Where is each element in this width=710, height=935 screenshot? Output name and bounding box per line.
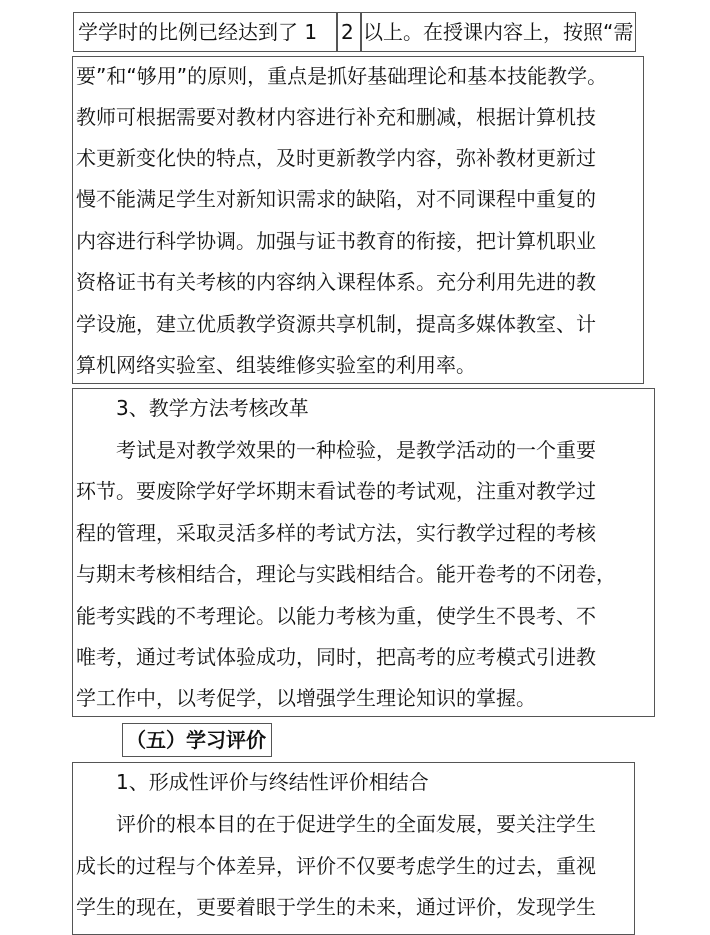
section-heading: 3、教学方法考核改革: [116, 396, 309, 420]
section-title: （五）学习评价: [126, 728, 266, 752]
text-line: 与期末考核相结合，理论与实践相结合。能开卷考的不闭卷，: [76, 562, 616, 586]
text-line: 2: [341, 20, 354, 44]
text-line: 要”和“够用”的原则，重点是抓好基础理论和基本技能教学。: [76, 64, 608, 88]
text-line: 内容进行科学协调。加强与证书教育的衔接，把计算机职业: [76, 229, 596, 253]
text-line: 算机网络实验室、组装维修实验室的利用率。: [76, 353, 476, 377]
text-line: 以上。在授课内容上，按照“需: [363, 20, 634, 44]
text-line: 资格证书有关考核的内容纳入课程体系。充分利用先进的教: [76, 270, 596, 294]
text-line: 术更新变化快的特点，及时更新教学内容，弥补教材更新过: [76, 146, 596, 170]
text-line: 考试是对教学效果的一种检验，是教学活动的一个重要: [116, 438, 596, 462]
text-line: 评价的根本目的在于促进学生的全面发展，要关注学生: [116, 812, 596, 836]
section-heading: 1、形成性评价与终结性评价相结合: [116, 770, 429, 794]
text-line: 环节。要废除学好学坏期末看试卷的考试观，注重对教学过: [76, 479, 596, 503]
text-line: 学工作中，以考促学，以增强学生理论知识的掌握。: [76, 686, 536, 710]
text-line: 学生的现在，更要着眼于学生的未来，通过评价，发现学生: [76, 895, 596, 919]
text-line: 学设施，建立优质教学资源共享机制，提高多媒体教室、计: [76, 312, 596, 336]
text-line: 唯考，通过考试体验成功，同时，把高考的应考模式引进教: [76, 645, 596, 669]
text-line: 学学时的比例已经达到了 1: [78, 20, 318, 44]
text-line: 教师可根据需要对教材内容进行补充和删减，根据计算机技: [76, 105, 596, 129]
text-line: 成长的过程与个体差异，评价不仅要考虑学生的过去，重视: [76, 854, 596, 878]
text-line: 程的管理，采取灵活多样的考试方法，实行教学过程的考核: [76, 521, 596, 545]
text-line: 能考实践的不考理论。以能力考核为重，使学生不畏考、不: [76, 604, 596, 628]
text-line: 慢不能满足学生对新知识需求的缺陷，对不同课程中重复的: [76, 187, 596, 211]
